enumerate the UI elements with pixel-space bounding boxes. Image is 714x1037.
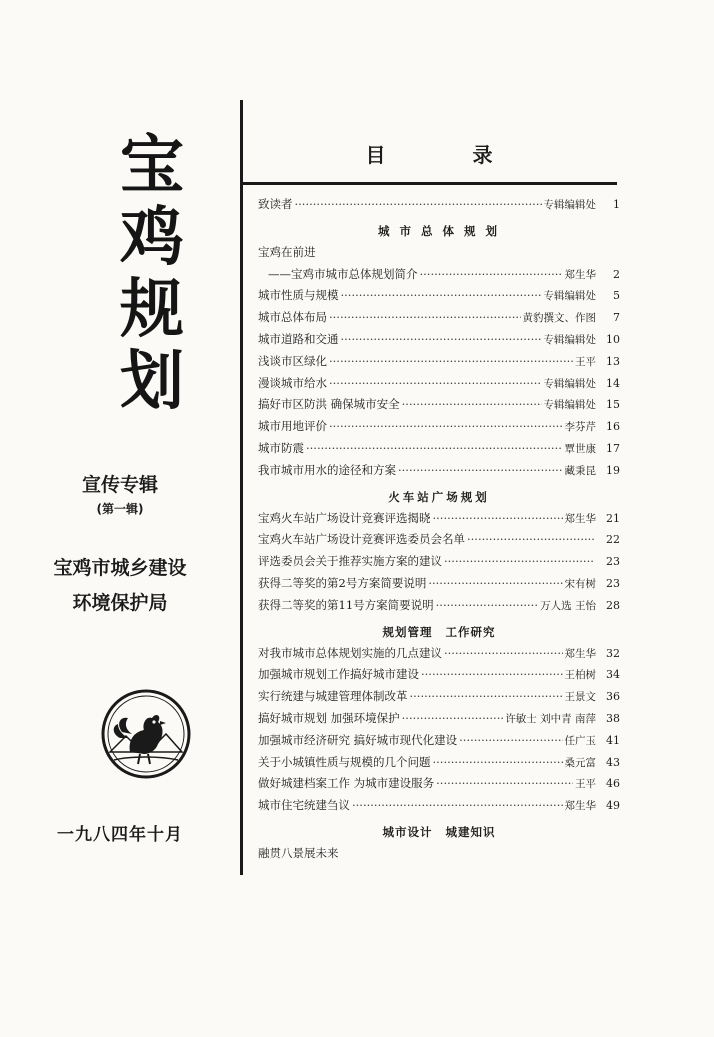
issue-number: (第一辑) <box>96 502 144 516</box>
entry-author: 万人选 王怡 <box>540 599 596 612</box>
leader-dots <box>433 511 563 525</box>
entry-author: 专辑编辑处 <box>543 199 596 211</box>
leader-dots <box>295 197 542 211</box>
entry-title: 融贯八景展未来 <box>258 845 339 860</box>
toc-entry[interactable] <box>258 266 620 288</box>
toc-entry[interactable] <box>258 754 620 776</box>
section-heading: 规划管理 工作研究 <box>382 624 496 639</box>
toc-entry[interactable] <box>258 375 620 397</box>
entry-page: 22 <box>606 533 620 547</box>
leader-dots <box>433 755 563 769</box>
entry-author: 任广玉 <box>564 734 596 747</box>
entry-author: 藏秉昆 <box>564 464 596 477</box>
title-char: 鸡 <box>120 200 184 275</box>
cover-column <box>0 0 240 1037</box>
entry-page: 19 <box>606 463 620 477</box>
entry-title: 对我市城市总体规划实施的几点建议 <box>258 645 442 660</box>
leader-dots <box>459 733 562 747</box>
section-heading: 火车站广场规划 <box>388 489 490 504</box>
subtitle: 宣传专辑 <box>81 474 158 496</box>
leader-dots <box>444 646 563 660</box>
toc-entry[interactable] <box>258 710 620 732</box>
publisher-line-2: 环境保护局 <box>72 592 168 614</box>
entry-page: 2 <box>613 267 620 281</box>
toc-entry[interactable] <box>258 309 620 331</box>
title-char: 规 <box>120 272 184 347</box>
entry-title: 城市性质与规模 <box>258 288 339 303</box>
entry-title: 获得二等奖的第11号方案简要说明 <box>258 597 434 612</box>
toc-entry[interactable] <box>258 666 620 688</box>
leader-dots <box>420 267 563 281</box>
entry-author: 许敏士 刘中青 南萍 <box>505 712 596 725</box>
leader-dots <box>341 332 542 346</box>
entry-title: 搞好市区防洪 确保城市安全 <box>258 397 400 412</box>
leader-dots <box>436 598 539 612</box>
entry-author: 桑元富 <box>564 756 596 769</box>
toc-entry[interactable] <box>258 553 620 575</box>
leader-dots <box>402 397 542 411</box>
leader-dots <box>341 288 542 302</box>
entry-author: 郑生华 <box>564 512 596 525</box>
entry-title: 城市用地评价 <box>258 419 327 434</box>
publisher-line-1: 宝鸡市城乡建设 <box>53 557 187 579</box>
leader-dots <box>329 354 573 368</box>
entry-title: 宝鸡在前进 <box>258 244 316 259</box>
leader-dots <box>329 310 521 324</box>
entry-page: 28 <box>606 598 620 612</box>
toc-entry[interactable] <box>258 597 620 619</box>
entry-page: 10 <box>606 332 620 346</box>
entry-author: 覃世康 <box>564 442 596 455</box>
leader-dots <box>329 419 563 433</box>
entry-page: 23 <box>606 576 620 590</box>
entry-title: 浅谈市区绿化 <box>258 353 327 368</box>
toc-entry[interactable] <box>258 462 620 484</box>
section-heading: 城 市 总 体 规 划 <box>377 223 501 238</box>
leader-dots <box>306 441 563 455</box>
entry-title: 宝鸡火车站广场设计竞赛评选揭晓 <box>258 510 431 525</box>
entry-title: 加强城市规划工作搞好城市建设 <box>258 667 419 682</box>
entry-page: 23 <box>606 555 620 569</box>
leader-dots <box>329 376 542 390</box>
entry-author: 王平 <box>575 355 596 368</box>
entry-title: 致读者 <box>258 197 293 211</box>
entry-page: 36 <box>606 690 620 704</box>
toc-entry[interactable] <box>258 353 620 375</box>
entry-page: 21 <box>606 511 620 525</box>
entry-page: 38 <box>606 711 620 725</box>
toc-entry[interactable] <box>258 196 620 218</box>
entry-page: 43 <box>606 755 620 769</box>
leader-dots <box>410 689 563 703</box>
entry-title: 获得二等奖的第2号方案简要说明 <box>258 575 427 590</box>
leader-dots <box>402 711 504 725</box>
toc-entry[interactable] <box>258 645 620 667</box>
entry-title: 漫谈城市给水 <box>258 375 327 390</box>
toc-entries <box>258 196 620 867</box>
entry-title: 实行统建与城建管理体制改革 <box>258 689 408 704</box>
entry-author: 专辑编辑处 <box>543 333 596 346</box>
entry-title: 我市城市用水的途径和方案 <box>258 462 396 477</box>
leader-dots <box>352 798 563 812</box>
toc-entry[interactable] <box>258 418 620 440</box>
toc-entry[interactable] <box>258 287 620 309</box>
entry-title: 宝鸡火车站广场设计竞赛评选委员会名单 <box>258 532 465 547</box>
publication-date: 一九八四年十月 <box>57 825 183 845</box>
leader-dots <box>421 667 563 681</box>
entry-title: 城市住宅统建刍议 <box>258 798 350 813</box>
entry-page: 17 <box>606 441 620 455</box>
leader-dots <box>428 576 562 590</box>
entry-author: 郑生华 <box>564 268 596 281</box>
entry-author: 郑生华 <box>564 647 596 660</box>
magazine-title <box>112 130 202 418</box>
toc-entry[interactable] <box>258 797 620 819</box>
entry-title: 做好城建档案工作 为城市建设服务 <box>258 776 435 791</box>
toc-entry[interactable] <box>258 440 620 462</box>
title-char: 宝 <box>120 128 184 203</box>
entry-author: 李芬芹 <box>564 421 596 434</box>
entry-page: 14 <box>606 376 620 390</box>
toc-entry[interactable] <box>258 775 620 797</box>
toc-entry[interactable] <box>258 244 620 266</box>
entry-title: 加强城市经济研究 搞好城市现代化建设 <box>258 732 458 747</box>
entry-author: 王景文 <box>564 691 596 704</box>
toc-entry[interactable] <box>258 732 620 754</box>
toc-entry[interactable] <box>258 331 620 353</box>
entry-author: 郑生华 <box>564 800 596 813</box>
entry-page: 15 <box>606 398 620 412</box>
entry-page: 49 <box>606 799 620 813</box>
title-char: 划 <box>120 344 184 419</box>
entry-title: 城市防震 <box>258 440 304 455</box>
horizontal-divider <box>243 182 617 185</box>
entry-page: 5 <box>613 289 620 303</box>
entry-page: 13 <box>606 354 620 368</box>
entry-title: 城市总体布局 <box>258 310 327 325</box>
entry-author: 专辑编辑处 <box>543 377 596 390</box>
toc-entry[interactable] <box>258 575 620 597</box>
entry-title: 评选委员会关于推荐实施方案的建议 <box>258 554 442 569</box>
entry-author: 黄豹撰文、作图 <box>522 312 596 325</box>
toc-entry[interactable] <box>258 396 620 418</box>
entry-author: 专辑编辑处 <box>543 290 596 303</box>
entry-page: 46 <box>606 777 620 791</box>
leader-dots <box>444 554 594 568</box>
entry-author: 专辑编辑处 <box>543 399 596 412</box>
entry-page: 41 <box>606 733 620 747</box>
entry-page: 34 <box>606 668 620 682</box>
entry-title: ——宝鸡市城市总体规划简介 <box>268 266 418 281</box>
entry-page: 32 <box>606 646 620 660</box>
entry-title: 搞好城市规划 加强环境保护 <box>258 710 400 725</box>
entry-author: 王平 <box>575 778 596 791</box>
entry-author: 王柏树 <box>564 669 596 682</box>
leader-dots <box>467 532 594 546</box>
toc-entry[interactable] <box>258 510 620 532</box>
entry-page: 1 <box>613 198 620 211</box>
entry-page: 7 <box>613 311 620 325</box>
toc-header <box>258 140 618 170</box>
vertical-divider <box>240 100 243 875</box>
toc-entry[interactable] <box>258 845 620 867</box>
leader-dots <box>398 463 563 477</box>
entry-title: 关于小城镇性质与规模的几个问题 <box>258 754 431 769</box>
rooster-emblem-icon <box>100 688 192 780</box>
toc-entry[interactable] <box>258 531 620 553</box>
entry-title: 城市道路和交通 <box>258 331 339 346</box>
entry-page: 16 <box>606 420 620 434</box>
section-heading: 城市设计 城建知识 <box>382 824 496 839</box>
leader-dots <box>436 776 573 790</box>
toc-heading: 目 录 <box>365 143 533 167</box>
entry-author: 宋有树 <box>564 577 596 590</box>
toc-entry[interactable] <box>258 688 620 710</box>
